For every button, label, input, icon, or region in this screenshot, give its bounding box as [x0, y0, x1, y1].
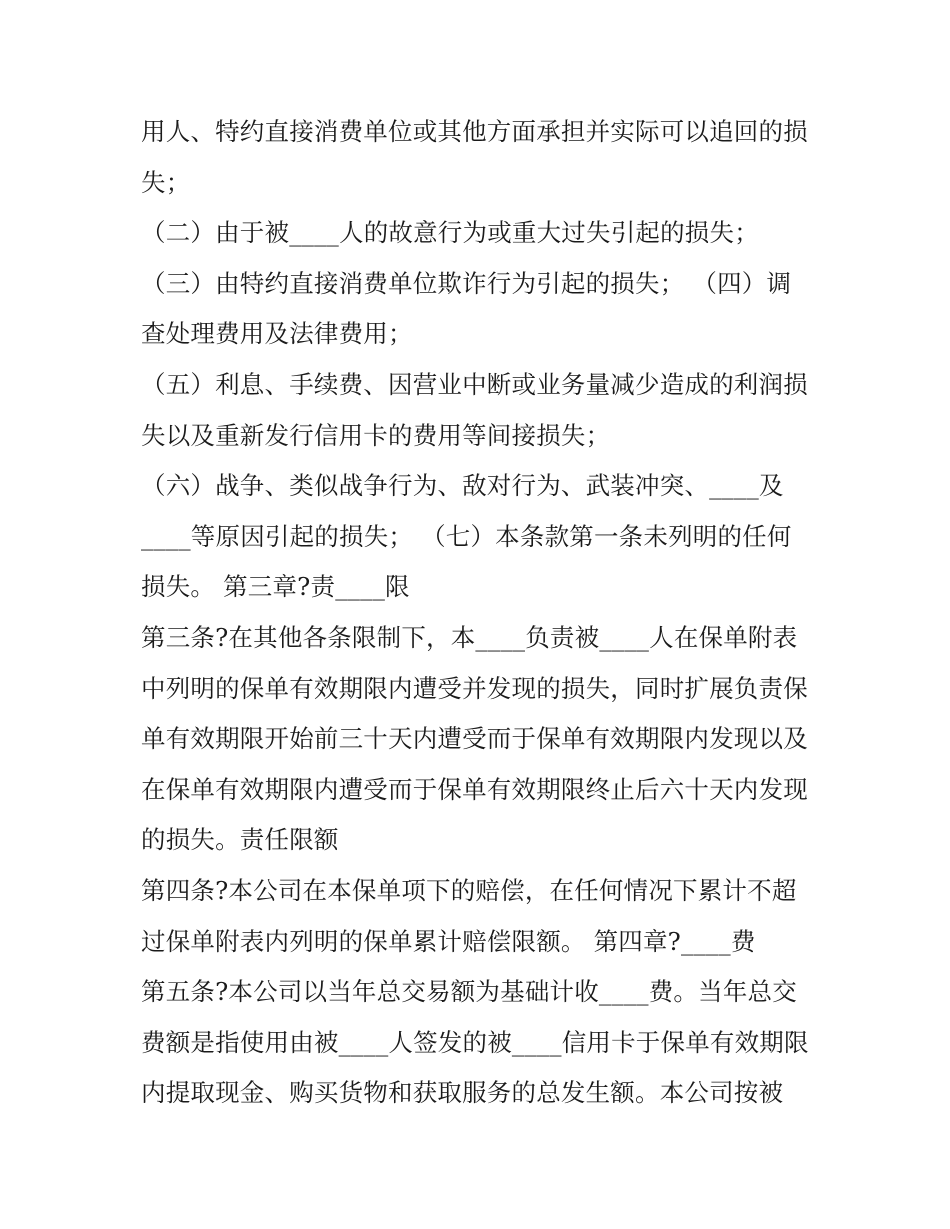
text-line: 失；: [141, 167, 191, 197]
document-body: [141, 107, 821, 1119]
text-line: 内提取现金、购买货物和获取服务的总发生额。本公司按被: [141, 1078, 784, 1108]
text-line: （六）战争、类似战争行为、敌对行为、武装冲突、____及: [141, 471, 784, 501]
text-line: 单有效期限开始前三十天内遭受而于保单有效期限内发现以及: [141, 724, 808, 754]
text-line: 查处理费用及法律费用；: [141, 319, 413, 349]
text-line: 失以及重新发行信用卡的费用等间接损失；: [141, 420, 611, 450]
text-line: 损失。 第三章?责____限: [141, 572, 410, 602]
text-line: 第四条?本公司在本保单项下的赔偿，在任何情况下累计不超: [141, 875, 797, 905]
text-line: 费额是指使用由被____人签发的被____信用卡于保单有效期限: [141, 1027, 809, 1057]
text-line: （三）由特约直接消费单位欺诈行为引起的损失； （四）调: [141, 268, 792, 298]
text-line: ____等原因引起的损失； （七）本条款第一条未列明的任何: [141, 521, 792, 551]
text-line: 第五条?本公司以当年总交易额为基础计收____费。当年总交: [141, 977, 797, 1007]
text-line: 过保单附表内列明的保单累计赔偿限额。 第四章?____费: [141, 926, 756, 956]
text-line: （二）由于被____人的故意行为或重大过失引起的损失；: [141, 218, 759, 248]
text-line: 用人、特约直接消费单位或其他方面承担并实际可以追回的损: [141, 117, 808, 146]
text-line: 的损失。责任限额: [141, 825, 339, 855]
text-line: 第三条?在其他各条限制下，本____负责被____人在保单附表: [141, 622, 798, 652]
text-line: （五）利息、手续费、因营业中断或业务量减少造成的利润损: [141, 369, 808, 399]
text-line: 中列明的保单有效期限内遭受并发现的损失，同时扩展负责保: [141, 673, 808, 703]
text-line: 在保单有效期限内遭受而于保单有效期限终止后六十天内发现: [141, 774, 808, 804]
